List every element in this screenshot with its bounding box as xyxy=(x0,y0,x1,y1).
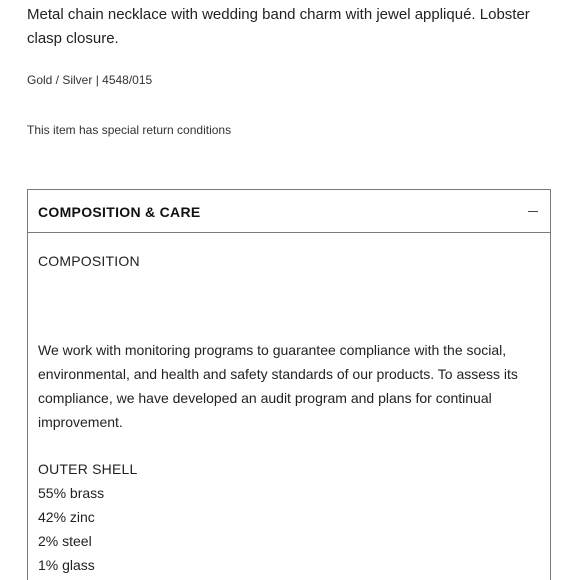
compliance-paragraph: We work with monitoring programs to guarantee compliance with the social, environmental, and health and safety standards of our products. To assess its compliance, we have developed an audit program and plans for continual improvement. xyxy=(38,342,518,430)
composition-care-accordion xyxy=(27,189,551,580)
composition-heading: COMPOSITION xyxy=(38,253,140,269)
material-item: 2% steel xyxy=(38,533,92,549)
outer-shell-heading: OUTER SHELL xyxy=(38,461,138,477)
return-conditions-note: This item has special return conditions xyxy=(27,123,232,137)
accordion-header[interactable] xyxy=(28,190,550,233)
material-item: 42% zinc xyxy=(38,509,95,525)
accordion-title: COMPOSITION & CARE xyxy=(38,204,201,220)
material-item: 1% glass xyxy=(38,557,95,573)
materials-list xyxy=(38,457,137,577)
material-item: 55% brass xyxy=(38,485,105,501)
product-description: Metal chain necklace with wedding band charm with jewel appliqué. Lobster clasp closure. xyxy=(27,6,530,47)
product-color-reference: Gold / Silver | 4548/015 xyxy=(27,73,153,87)
collapse-minus-icon[interactable] xyxy=(528,211,538,212)
